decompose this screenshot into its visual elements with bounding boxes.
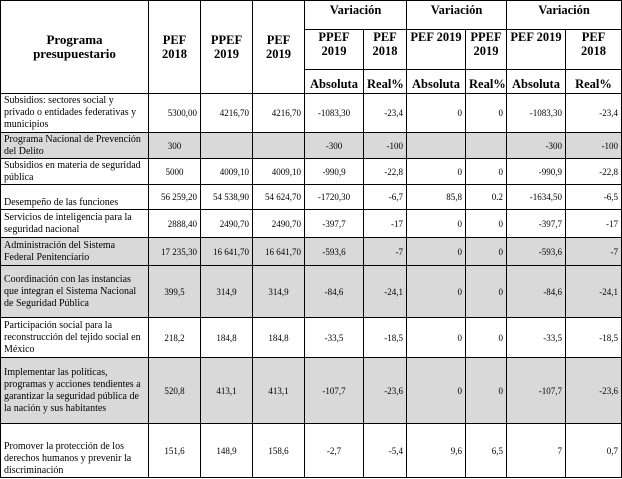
value-cell: 0	[407, 238, 466, 266]
sub-header-pef2018: PEF 2018	[566, 30, 622, 70]
pef2018-header: PEF 2018	[149, 1, 201, 94]
value-cell: -22,8	[364, 159, 407, 185]
value-cell: -7	[566, 238, 622, 266]
value-cell: 148,9	[201, 424, 253, 478]
variation-group-1-header: Variación	[305, 1, 407, 30]
table-row	[1, 238, 622, 266]
program-name: Promover la protección de los derechos humanos y prevenir la discriminación	[1, 424, 149, 478]
table-row	[1, 210, 622, 238]
value-cell: -7	[364, 238, 407, 266]
value-cell: -18,5	[364, 318, 407, 358]
value-cell: -1720,30	[305, 185, 364, 210]
value-cell	[466, 133, 507, 159]
value-cell: 6,5	[466, 424, 507, 478]
value-cell: -300	[507, 133, 566, 159]
value-cell: 2490,70	[201, 210, 253, 238]
value-cell: -990,9	[305, 159, 364, 185]
value-cell	[253, 133, 305, 159]
table-row	[1, 185, 622, 210]
value-cell: 413,1	[253, 358, 305, 424]
value-cell: 9,6	[407, 424, 466, 478]
program-name: Coordinación con las instancias que integran el Sistema Nacional de Seguridad Pública	[1, 266, 149, 318]
table-row	[1, 133, 622, 159]
table-row	[1, 424, 622, 478]
value-cell: 158,6	[253, 424, 305, 478]
value-cell	[407, 133, 466, 159]
program-header: Programa presupuestario	[1, 1, 149, 94]
absolute-header: Absoluta	[507, 70, 566, 94]
value-cell: 16 641,70	[201, 238, 253, 266]
value-cell: 314,9	[253, 266, 305, 318]
value-cell: 0	[466, 210, 507, 238]
value-cell: 54 538,90	[201, 185, 253, 210]
value-cell: 4216,70	[253, 94, 305, 133]
value-cell: -300	[305, 133, 364, 159]
value-cell: 184,8	[253, 318, 305, 358]
value-cell: -397,7	[305, 210, 364, 238]
value-cell: 520,8	[149, 358, 201, 424]
value-cell: -1634,50	[507, 185, 566, 210]
program-name: Desempeño de las funciones	[1, 185, 149, 210]
value-cell: -18,5	[566, 318, 622, 358]
sub-header-ppef2019: PPEF 2019	[466, 30, 507, 70]
value-cell: -593,6	[507, 238, 566, 266]
table-row	[1, 358, 622, 424]
value-cell: 16 641,70	[253, 238, 305, 266]
sub-header-ppef2019: PPEF 2019	[305, 30, 364, 70]
value-cell: -24,1	[566, 266, 622, 318]
program-name: Implementar las políticas, programas y acciones tendientes a garantizar la seguridad pública de la nación y sus habitantes	[1, 358, 149, 424]
value-cell: 0	[466, 159, 507, 185]
value-cell: -23,4	[566, 94, 622, 133]
value-cell: 300	[149, 133, 201, 159]
value-cell: -2,7	[305, 424, 364, 478]
sub-header-pef2019: PEF 2019	[407, 30, 466, 70]
value-cell: 4009,10	[253, 159, 305, 185]
table-row	[1, 266, 622, 318]
ppef2019-header: PPEF 2019	[201, 1, 253, 94]
value-cell: 4009,10	[201, 159, 253, 185]
table-row	[1, 94, 622, 133]
value-cell: -24,1	[364, 266, 407, 318]
value-cell: -990,9	[507, 159, 566, 185]
value-cell: 413,1	[201, 358, 253, 424]
real-percent-header: Real%	[364, 70, 407, 94]
value-cell: -23,4	[364, 94, 407, 133]
real-percent-header: Real%	[466, 70, 507, 94]
sub-header-pef2019: PEF 2019	[507, 30, 566, 70]
table-row	[1, 318, 622, 358]
value-cell: -23,6	[566, 358, 622, 424]
value-cell: -5,4	[364, 424, 407, 478]
value-cell: 184,8	[201, 318, 253, 358]
value-cell: 399,5	[149, 266, 201, 318]
value-cell: 0	[407, 210, 466, 238]
value-cell: -1083,30	[507, 94, 566, 133]
value-cell: 0,7	[566, 424, 622, 478]
value-cell: 2888,40	[149, 210, 201, 238]
variation-group-2-header: Variación	[407, 1, 507, 30]
absolute-header: Absoluta	[305, 70, 364, 94]
value-cell: 5000	[149, 159, 201, 185]
sub-header-pef2018: PEF 2018	[364, 30, 407, 70]
value-cell: -33,5	[507, 318, 566, 358]
program-name: Subsidios: sectores social y privado o entidades federativas y municipios	[1, 94, 149, 133]
program-name: Programa Nacional de Prevención del Delito	[1, 133, 149, 159]
value-cell: 0	[466, 266, 507, 318]
value-cell: 314,9	[201, 266, 253, 318]
pef2019-header: PEF 2019	[253, 1, 305, 94]
value-cell: -107,7	[507, 358, 566, 424]
value-cell: 2490,70	[253, 210, 305, 238]
value-cell	[201, 133, 253, 159]
program-name: Servicios de inteligencia para la seguridad nacional	[1, 210, 149, 238]
value-cell: -84,6	[507, 266, 566, 318]
value-cell: -593,6	[305, 238, 364, 266]
value-cell: 0	[466, 318, 507, 358]
value-cell: 0.2	[466, 185, 507, 210]
value-cell: -17	[364, 210, 407, 238]
program-name: Administración del Sistema Federal Penitenciario	[1, 238, 149, 266]
value-cell: 0	[407, 266, 466, 318]
value-cell: -84,6	[305, 266, 364, 318]
value-cell: 4216,70	[201, 94, 253, 133]
value-cell: 0	[407, 318, 466, 358]
value-cell: 85,8	[407, 185, 466, 210]
value-cell: 151,6	[149, 424, 201, 478]
value-cell: 0	[407, 358, 466, 424]
value-cell: -397,7	[507, 210, 566, 238]
value-cell: 5300,00	[149, 94, 201, 133]
value-cell: -33,5	[305, 318, 364, 358]
value-cell: 218,2	[149, 318, 201, 358]
value-cell: 0	[466, 238, 507, 266]
value-cell: -1083,30	[305, 94, 364, 133]
program-name: Participación social para la reconstrucción del tejido social en México	[1, 318, 149, 358]
value-cell: -22,8	[566, 159, 622, 185]
value-cell: 0	[466, 358, 507, 424]
table-row	[1, 159, 622, 185]
program-name: Subsidios en materia de seguridad pública	[1, 159, 149, 185]
value-cell: 0	[407, 159, 466, 185]
value-cell: 0	[407, 94, 466, 133]
value-cell: -107,7	[305, 358, 364, 424]
value-cell: -17	[566, 210, 622, 238]
value-cell: 17 235,30	[149, 238, 201, 266]
variation-group-3-header: Variación	[507, 1, 622, 30]
value-cell: -6,5	[566, 185, 622, 210]
absolute-header: Absoluta	[407, 70, 466, 94]
value-cell: -100	[364, 133, 407, 159]
value-cell: 54 624,70	[253, 185, 305, 210]
value-cell: 0	[466, 94, 507, 133]
value-cell: -6,7	[364, 185, 407, 210]
value-cell: -100	[566, 133, 622, 159]
real-percent-header: Real%	[566, 70, 622, 94]
value-cell: 56 259,20	[149, 185, 201, 210]
value-cell: 7	[507, 424, 566, 478]
value-cell: -23,6	[364, 358, 407, 424]
